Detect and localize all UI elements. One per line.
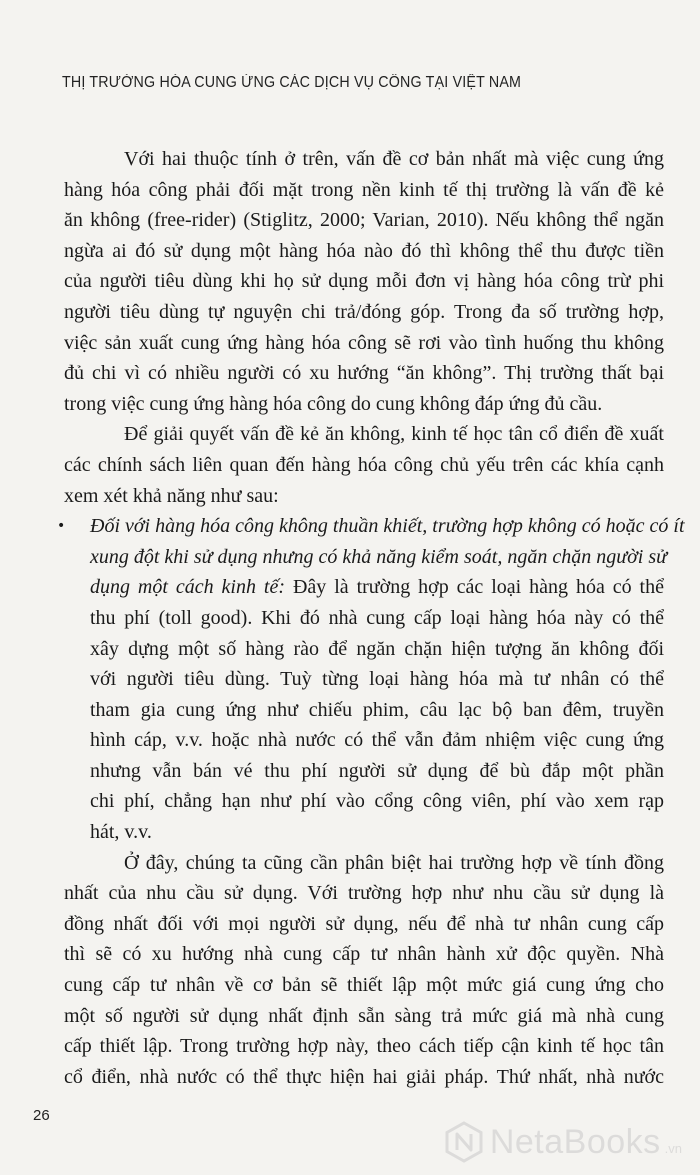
page-number: 26 — [33, 1107, 50, 1124]
running-header: THỊ TRƯỜNG HÓA CUNG ỨNG CÁC DỊCH VỤ CÔNG TẠI VIỆT NAM — [62, 74, 522, 91]
text-line: ngừa ai đó sử dụng một hàng hóa nào đó thì không thể thu được tiền — [64, 239, 664, 262]
text-line: với người tiêu dùng. Tuỳ từng loại hàng hóa mà tư nhân có thể — [90, 668, 664, 691]
text-line: Với hai thuộc tính ở trên, vấn đề cơ bản nhất mà việc cung ứng — [124, 148, 664, 170]
text-line: Đối với hàng hóa công không thuần khiết, trường hợp không có hoặc có ít — [90, 515, 685, 538]
text-line: Ở đây, chúng ta cũng cần phân biệt hai trường hợp về tính đồng — [124, 851, 664, 874]
text-line: hát, v.v. — [90, 821, 152, 844]
text-line: tham gia cung ứng như chiếu phim, câu lạc bộ ban đêm, truyền — [90, 698, 664, 721]
text-line: việc sản xuất cung ứng hàng hóa công sẽ rơi vào tình huống thu không — [64, 331, 664, 354]
watermark — [442, 1120, 682, 1164]
text-line: cổ điển, nhà nước có thể thực hiện hai giải pháp. Thứ nhất, nhà nước — [64, 1065, 664, 1088]
text-line: xây dựng một số hàng rào để ngăn chặn hiện tượng ăn không đối — [90, 637, 664, 660]
text-line: người tiêu dùng tự nguyện chi trả/đóng góp. Trong đa số trường hợp, — [64, 300, 664, 323]
watermark-suffix: .vn — [664, 1141, 682, 1156]
text-line: hình cáp, v.v. hoặc nhà nước có thể vẫn đảm nhiệm việc cung ứng — [90, 729, 664, 752]
text-line: trong việc cung ứng hàng hóa công do cung không đáp ứng đủ cầu. — [64, 392, 603, 415]
text-run: Đây là trường hợp các loại hàng hóa có thể — [285, 576, 664, 599]
watermark-brand: NetaBooks — [489, 1122, 661, 1161]
text-line: nhất của nhu cầu sử dụng. Với trường hợp như nhu cầu sử dụng là — [64, 882, 664, 905]
text-line: thu phí (toll good). Khi đó nhà cung cấp loại hàng hóa này có thể — [90, 606, 664, 629]
italic-lead: dụng một cách kinh tế: — [90, 576, 286, 599]
text-line: chi phí, chẳng hạn như phí vào cổng công viên, phí vào xem rạp — [90, 790, 664, 813]
paragraph-1 — [64, 144, 664, 419]
paragraph-3 — [64, 848, 664, 1093]
text-line: ăn không (free-rider) (Stiglitz, 2000; Varian, 2010). Nếu không thể ngăn — [64, 209, 664, 232]
text-line: của người tiêu dùng khi họ sử dụng mỗi đơn vị hàng hóa công trừ phi — [64, 270, 664, 293]
text-line: thì sẽ có xu hướng nhà cung cấp tư nhân hành xử độc quyền. Nhà — [64, 943, 664, 966]
text-line: đồng nhất đối với mọi người sử dụng, nếu để nhà tư nhân cung cấp — [64, 912, 664, 935]
text-line: xem xét khả năng như sau: — [64, 484, 279, 507]
text-line: Để giải quyết vấn đề kẻ ăn không, kinh tế học tân cổ điển đề xuất — [124, 423, 664, 446]
text-line: các chính sách liên quan đến hàng hóa công chủ yếu trên các khía cạnh — [64, 453, 664, 476]
text-line: nhưng vẫn bán vé thu phí người sử dụng để bù đắp một phần — [90, 759, 664, 782]
text-line — [64, 572, 664, 603]
paragraph-2 — [64, 419, 664, 511]
text-line: hàng hóa công phải đối mặt trong nền kinh tế thị trường là vấn đề kẻ — [64, 178, 664, 201]
netabooks-logo-icon — [442, 1120, 486, 1164]
bullet-item — [57, 511, 685, 848]
text-line: đủ chi vì có nhiều người có xu hướng “ăn không”. Thị trường thất bại — [64, 362, 664, 385]
body-text — [57, 144, 685, 1092]
bullet-icon: • — [57, 518, 66, 535]
text-line: một số người sử dụng nhất định sẵn sàng trả mức giá mà nhà cung — [64, 1004, 664, 1027]
text-line: cung cấp tư nhân về cơ bản sẽ thiết lập một mức giá cung ứng cho — [64, 974, 664, 997]
text-line: xung đột khi sử dụng nhưng có khả năng kiểm soát, ngăn chặn người sử — [90, 545, 668, 568]
text-line: cấp thiết lập. Trong trường hợp này, theo cách tiếp cận kinh tế học tân — [64, 1035, 664, 1058]
